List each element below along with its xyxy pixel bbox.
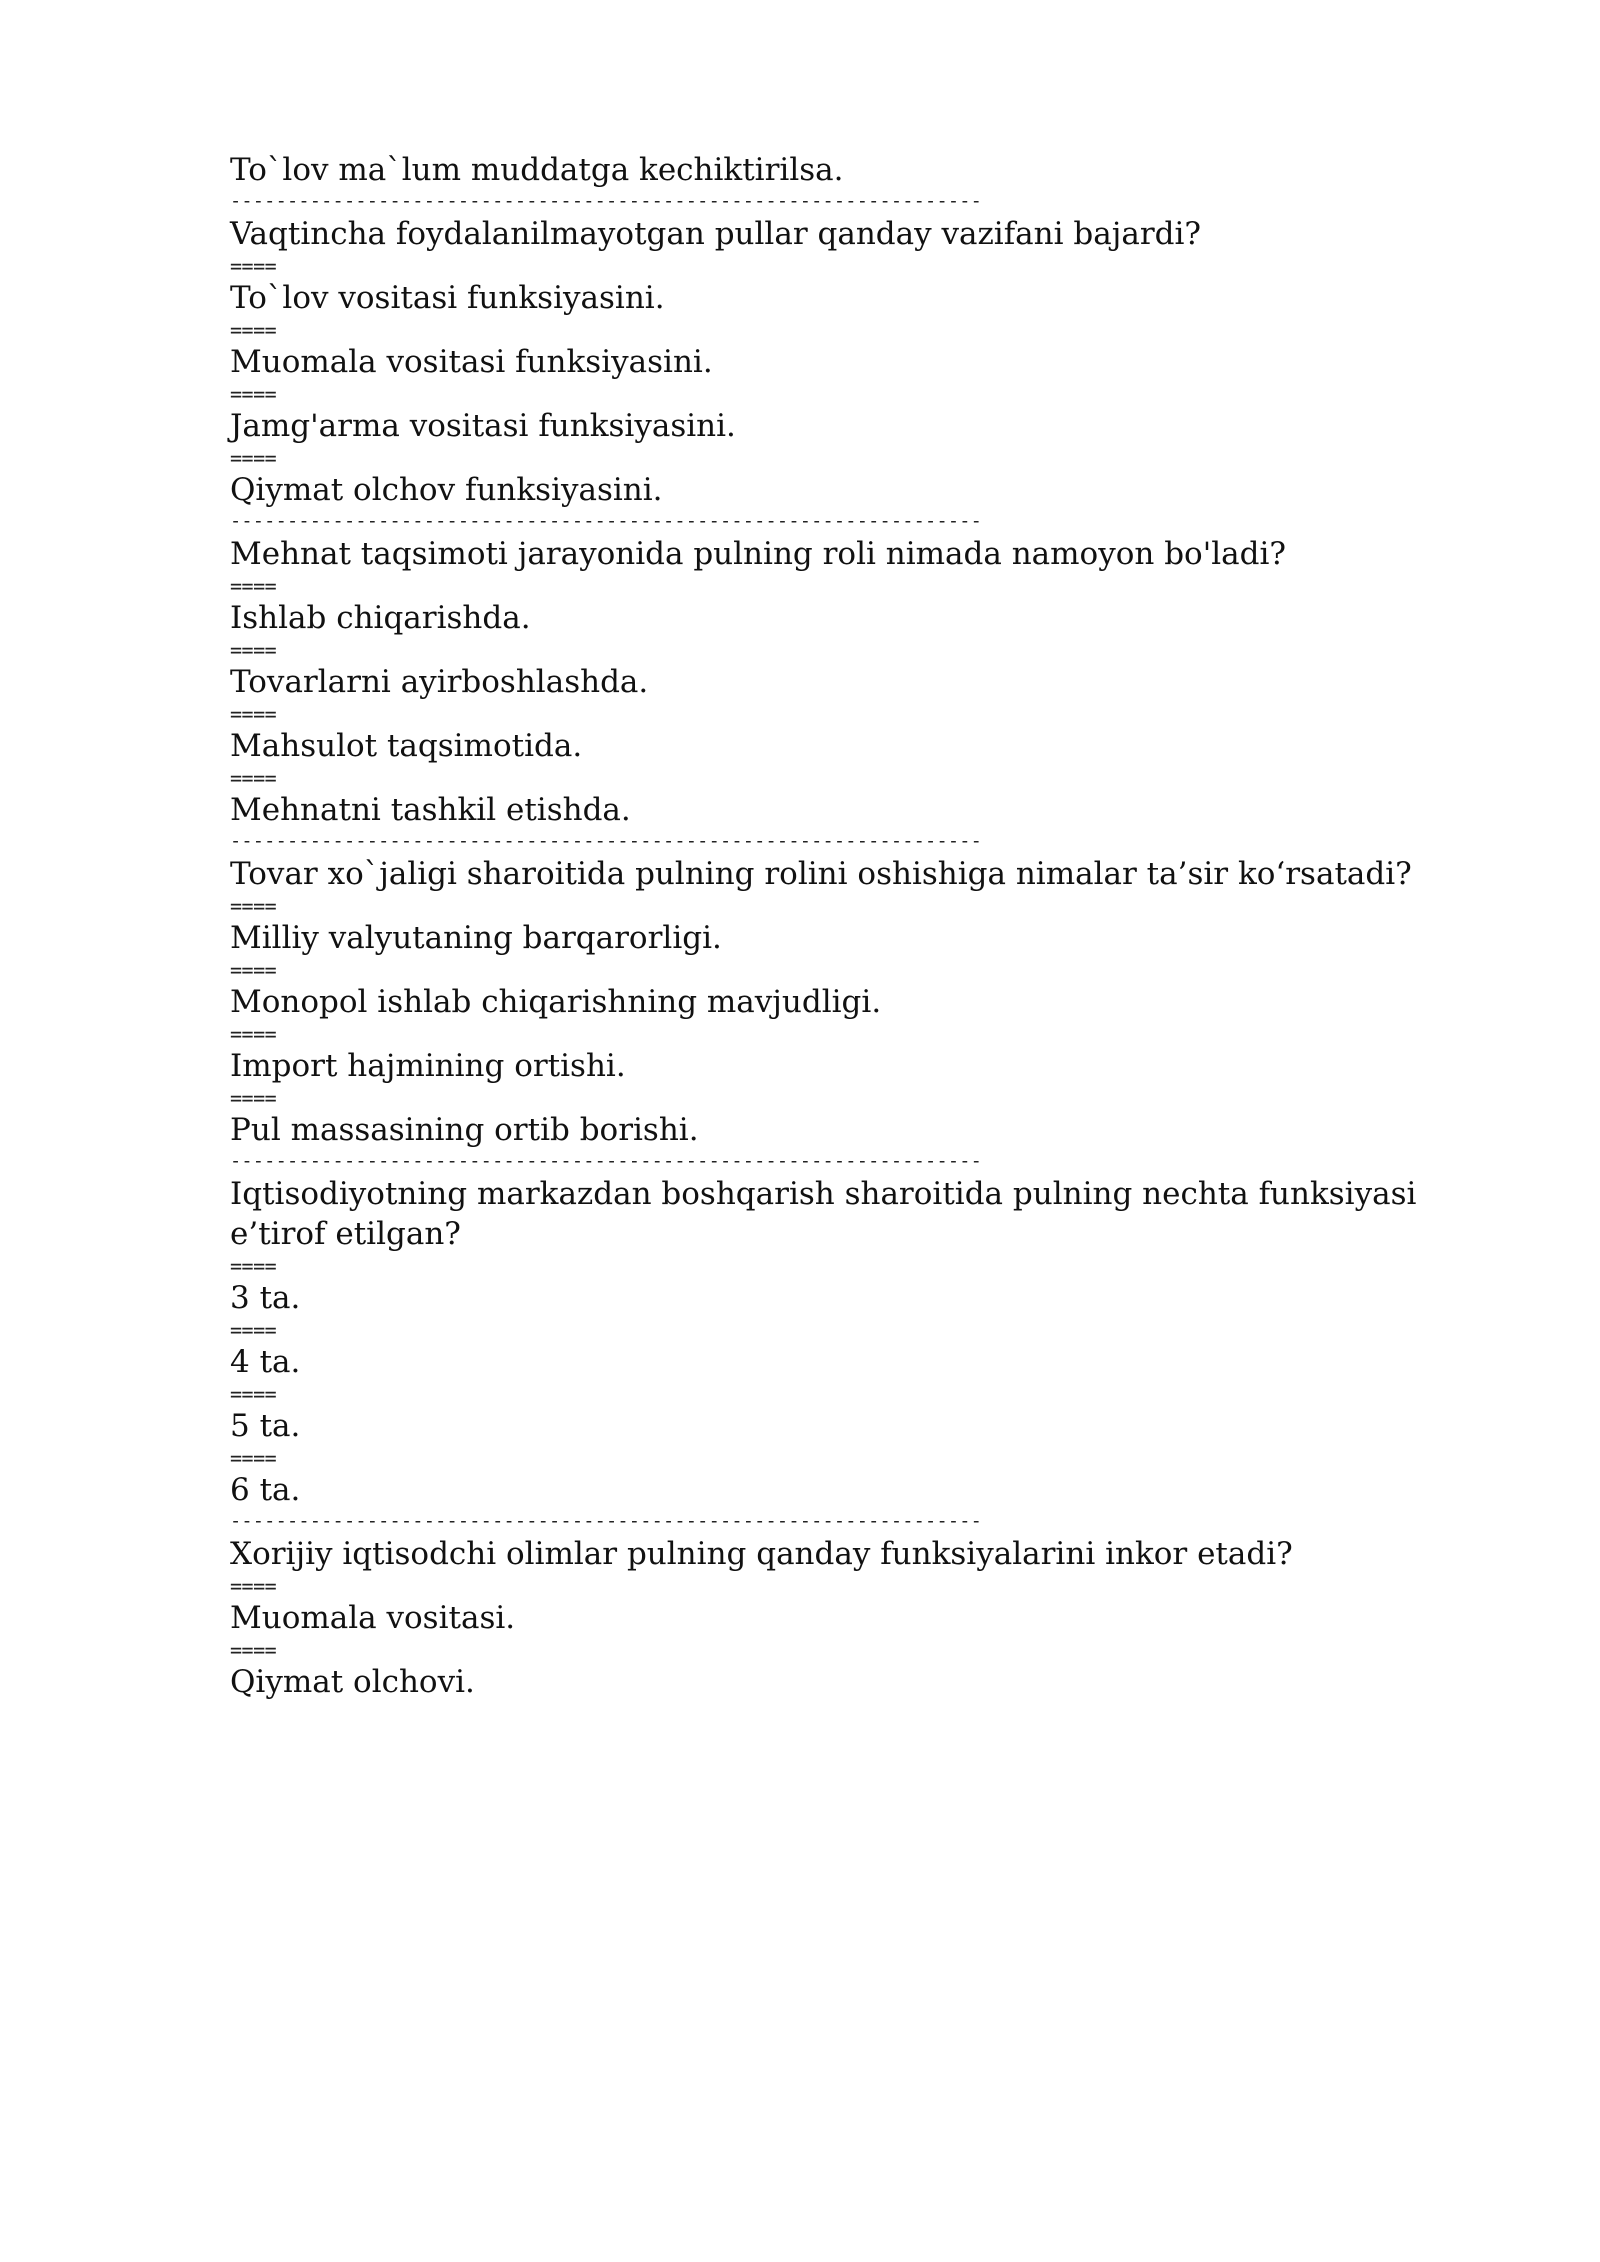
text-line: Iqtisodiyotning markazdan boshqarish sharoitida pulning nechta funksiyasi [230,1176,1417,1212]
document-page [230,150,1450,1702]
text-line: Milliy valyutaning barqarorligi. [230,920,722,956]
equals-separator: ==== [230,1086,277,1110]
text-line: Mahsulot taqsimotida. [230,728,583,764]
equals-separator: ==== [230,1446,277,1470]
dash-separator: ------------------------------------------------------------------ [230,1511,983,1532]
equals-separator: ==== [230,1022,277,1046]
text-line: Ishlab chiqarishda. [230,600,531,636]
text-line: 6 ta. [230,1472,301,1508]
text-line: To`lov ma`lum muddatga kechiktirilsa. [230,152,844,188]
text-line: Monopol ishlab chiqarishning mavjudligi. [230,984,882,1020]
text-line: Import hajmining ortishi. [230,1048,626,1084]
text-line: Jamg'arma vositasi funksiyasini. [230,408,736,444]
dash-separator: ------------------------------------------------------------------ [230,1151,983,1172]
equals-separator: ==== [230,318,277,342]
text-line: To`lov vositasi funksiyasini. [230,280,665,316]
equals-separator: ==== [230,894,277,918]
text-line: Muomala vositasi funksiyasini. [230,344,713,380]
text-line: 4 ta. [230,1344,301,1380]
text-line: Tovar xo`jaligi sharoitida pulning rolini oshishiga nimalar ta’sir ko‘rsatadi? [230,856,1412,892]
text-line: Pul massasining ortib borishi. [230,1112,699,1148]
equals-separator: ==== [230,1382,277,1406]
text-line: Tovarlarni ayirboshlashda. [230,664,649,700]
equals-separator: ==== [230,702,277,726]
text-line: Qiymat olchov funksiyasini. [230,472,663,508]
dash-separator: ------------------------------------------------------------------ [230,831,983,852]
equals-separator: ==== [230,958,277,982]
dash-separator: ------------------------------------------------------------------ [230,511,983,532]
text-line: Mehnat taqsimoti jarayonida pulning roli nimada namoyon bo'ladi? [230,536,1287,572]
text-line: Muomala vositasi. [230,1600,516,1636]
text-line: 5 ta. [230,1408,301,1444]
text-line: Xorijiy iqtisodchi olimlar pulning qanday funksiyalarini inkor etadi? [230,1536,1293,1572]
equals-separator: ==== [230,766,277,790]
equals-separator: ==== [230,1318,277,1342]
text-line: Qiymat olchovi. [230,1664,475,1700]
equals-separator: ==== [230,1574,277,1598]
text-line: 3 ta. [230,1280,301,1316]
equals-separator: ==== [230,1638,277,1662]
equals-separator: ==== [230,638,277,662]
equals-separator: ==== [230,446,277,470]
equals-separator: ==== [230,1254,277,1278]
dash-separator: ------------------------------------------------------------------ [230,191,983,212]
text-line: Vaqtincha foydalanilmayotgan pullar qanday vazifani bajardi? [230,216,1202,252]
text-line: e’tirof etilgan? [230,1216,461,1252]
equals-separator: ==== [230,254,277,278]
text-line: Mehnatni tashkil etishda. [230,792,631,828]
equals-separator: ==== [230,574,277,598]
equals-separator: ==== [230,382,277,406]
